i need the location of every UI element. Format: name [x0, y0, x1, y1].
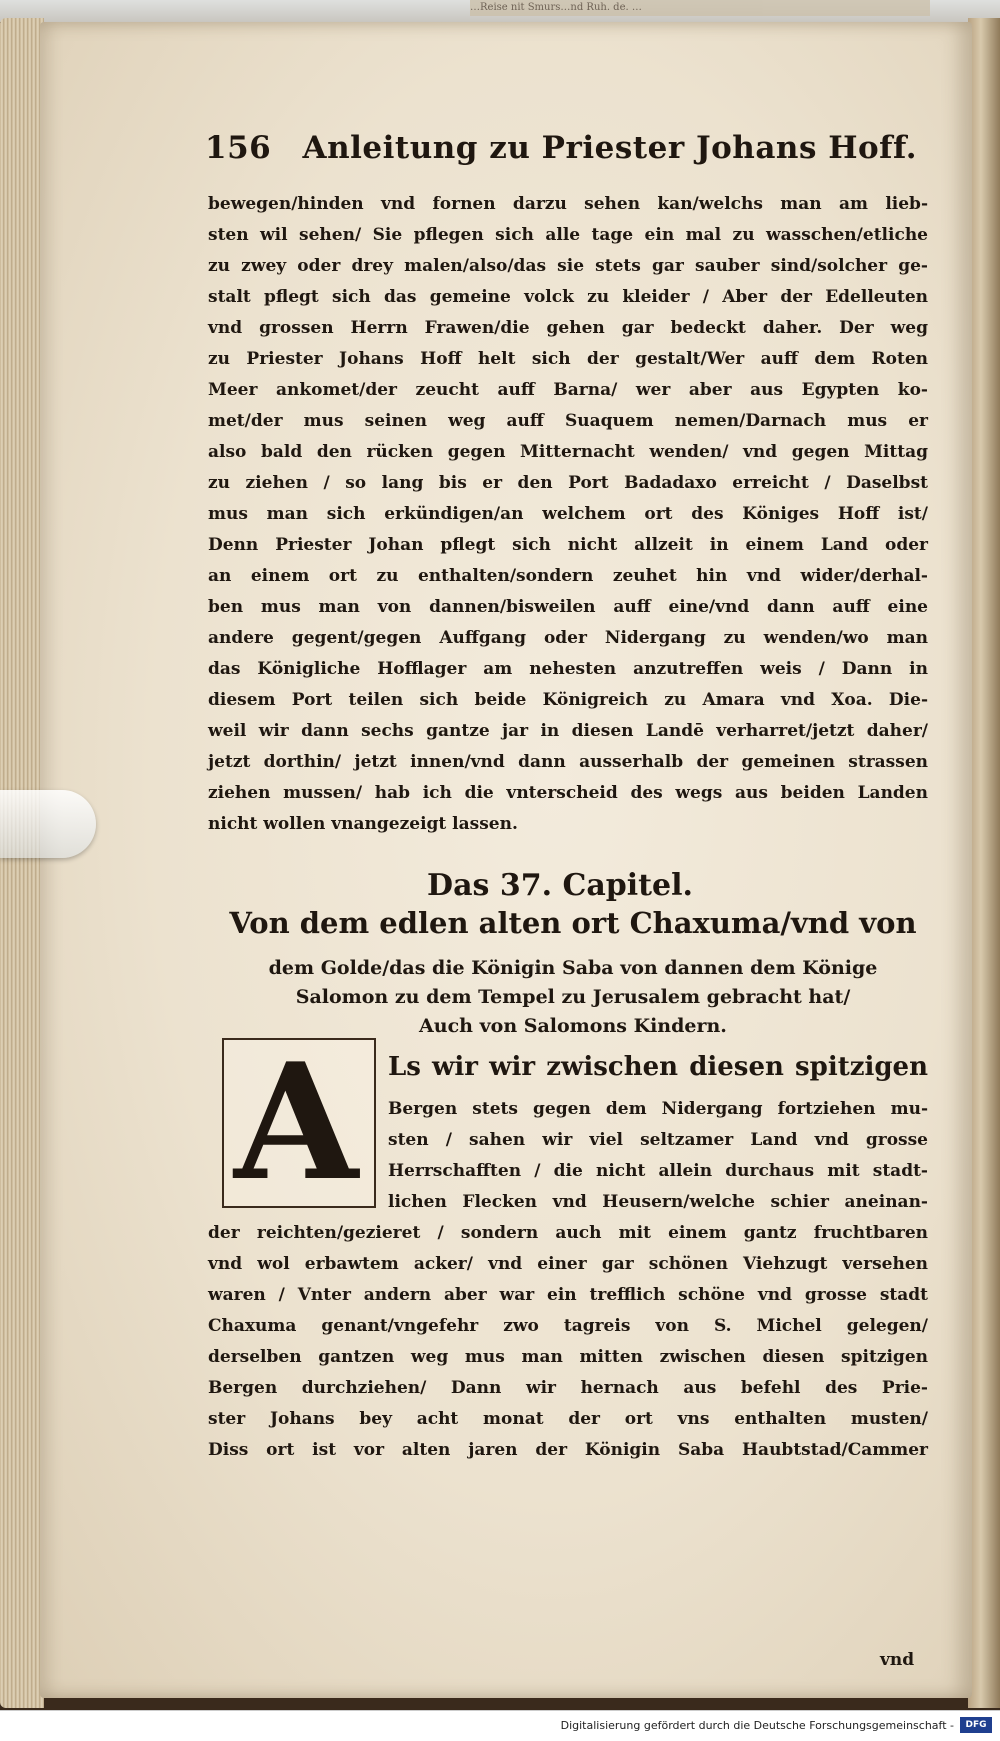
text-line: diesem Port teilen sich beide Königreich zu Amara vnd Xoa. Die- — [208, 690, 928, 710]
paragraph-2-indented — [388, 1094, 928, 1218]
text-line: waren / Vnter andern aber war ein trefflich schöne vnd grosse stadt — [208, 1285, 928, 1305]
text-line: derselben gantzen weg mus man mitten zwischen diesen spitzigen — [208, 1347, 928, 1367]
text-line: das Königliche Hofflager am nehesten anzutreffen weis / Dann in — [208, 659, 928, 679]
running-header — [205, 130, 918, 166]
paragraph-2-first-line: Ls wir wir zwischen diesen spitzigen — [388, 1052, 928, 1082]
decorated-initial — [222, 1028, 376, 1216]
initial-letter: A — [234, 1028, 359, 1216]
text-line: Bergen stets gegen dem Nidergang fortziehen mu- — [388, 1099, 928, 1119]
text-line: vnd grossen Herrn Frawen/die gehen gar bedeckt daher. Der weg — [208, 318, 928, 338]
text-line: Denn Priester Johan pflegt sich nicht allzeit in einem Land oder — [208, 535, 928, 555]
text-line: ben mus man von dannen/bisweilen auff eine/vnd dann auff eine — [208, 597, 928, 617]
chapter-number-heading: Das 37. Capitel. — [427, 868, 693, 903]
text-line: weil wir dann sechs gantze jar in diesen Landē verharret/jetzt daher/ — [208, 721, 928, 741]
book-right-edge — [968, 18, 1000, 1708]
page-number: 156 — [205, 130, 272, 166]
text-line-last: nicht wollen vnangezeigt lassen. — [208, 814, 518, 834]
subtitle-line: dem Golde/das die Königin Saba von dannen dem Könige — [268, 957, 878, 979]
subtitle-line: Salomon zu dem Tempel zu Jerusalem gebracht hat/ — [295, 986, 851, 1008]
text-line: stalt pflegt sich das gemeine volck zu kleider / Aber der Edelleuten — [208, 287, 928, 307]
text-line: Herrschafften / die nicht allein durchaus mit stadt- — [388, 1161, 928, 1181]
text-line: Bergen durchziehen/ Dann wir hernach aus befehl des Prie- — [208, 1378, 928, 1398]
text-line: Diss ort ist vor alten jaren der Königin Saba Haubtstad/Cammer — [208, 1440, 928, 1460]
text-line: also bald den rücken gegen Mitternacht wenden/ vnd gegen Mittag — [208, 442, 928, 462]
book-page-edges — [0, 18, 44, 1708]
paragraph-1 — [208, 189, 928, 840]
text-line: zu ziehen / so lang bis er den Port Badadaxo erreicht / Daselbst — [208, 473, 928, 493]
running-title: Anleitung zu Priester Johans Hoff. — [302, 130, 918, 166]
text-line: an einem ort zu enthalten/sondern zeuhet hin vnd wider/derhal- — [208, 566, 928, 586]
paragraph-2-body — [208, 1218, 928, 1466]
text-line: andere gegent/gegen Auffgang oder Nidergang zu wenden/wo man — [208, 628, 928, 648]
text-line: sten wil sehen/ Sie pflegen sich alle tage ein mal zu wasschen/etliche — [208, 225, 928, 245]
text-line: mus man sich erkündigen/an welchem ort des Königes Hoff ist/ — [208, 504, 928, 524]
text-line: Meer ankomet/der zeucht auff Barna/ wer aber aus Egypten ko- — [208, 380, 928, 400]
text-line: vnd wol erbawtem acker/ vnd einer gar schönen Viehzugt versehen — [208, 1254, 928, 1274]
chapter-title: Von dem edlen alten ort Chaxuma/vnd von — [229, 906, 917, 940]
page-clip — [0, 790, 96, 858]
text-line: met/der mus seinen weg auff Suaquem nemen/Darnach mus er — [208, 411, 928, 431]
previous-page-bleed: …Reise nit Smurs…nd Ruh. de. … — [470, 0, 930, 16]
dfg-logo-icon: DFG — [960, 1717, 992, 1733]
text-line: zu zwey oder drey malen/also/das sie stets gar sauber sind/solcher ge- — [208, 256, 928, 276]
funding-note: Digitalisierung gefördert durch die Deutsche Forschungsgemeinschaft - — [560, 1719, 954, 1732]
text-line: sten / sahen wir viel seltzamer Land vnd grosse — [388, 1130, 928, 1150]
text-line: ster Johans bey acht monat der ort vns enthalten musten/ — [208, 1409, 928, 1429]
footer-bar — [0, 1710, 1000, 1741]
catchword: vnd — [880, 1650, 915, 1670]
text-line: Chaxuma genant/vngefehr zwo tagreis von S. Michel gelegen/ — [208, 1316, 928, 1336]
text-line: lichen Flecken vnd Heusern/welche schier aneinan- — [388, 1192, 928, 1212]
text-line: zu Priester Johans Hoff helt sich der gestalt/Wer auff dem Roten — [208, 349, 928, 369]
text-line: bewegen/hinden vnd fornen darzu sehen kan/welchs man am lieb- — [208, 194, 928, 214]
text-line: jetzt dorthin/ jetzt innen/vnd dann ausserhalb der gemeinen strassen — [208, 752, 928, 772]
text-line: der reichten/gezieret / sondern auch mit einem gantz fruchtbaren — [208, 1223, 928, 1243]
subtitle-line: Auch von Salomons Kindern. — [419, 1015, 727, 1037]
text-line: ziehen mussen/ hab ich die vnterscheid des wegs aus beiden Landen — [208, 783, 928, 803]
